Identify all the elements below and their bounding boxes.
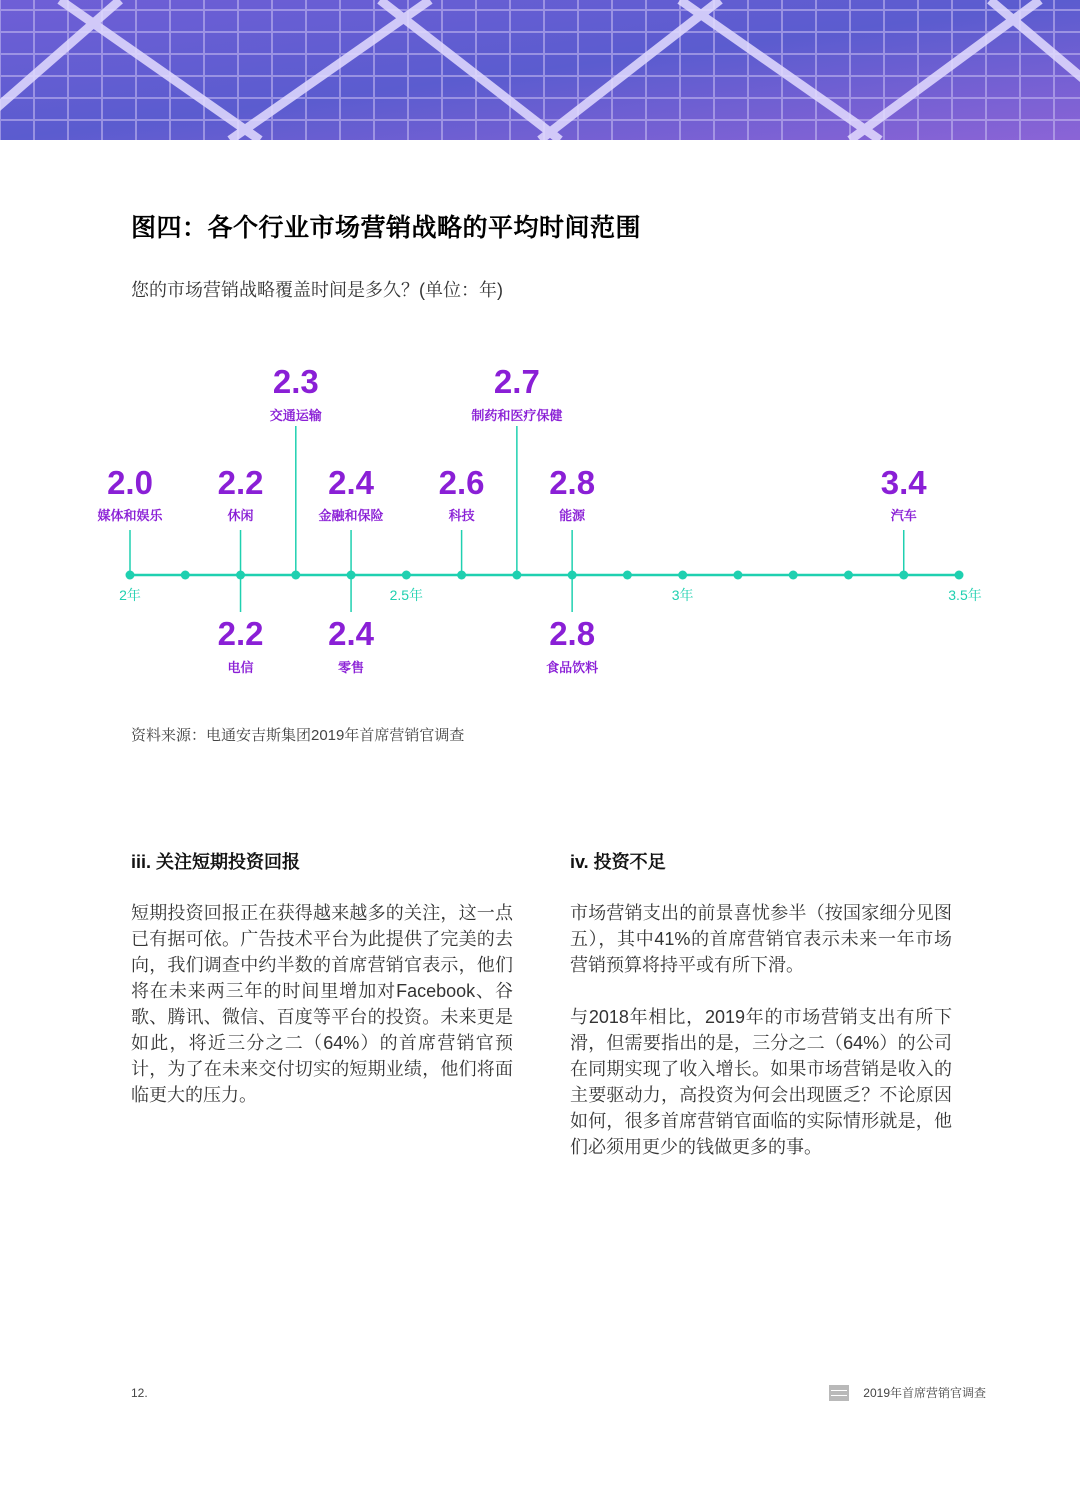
paragraph: 市场营销支出的前景喜忧参半（按国家细分见图五），其中41%的首席营销官表示未来一年市场营销预算将持平或有所下滑。: [570, 903, 952, 975]
industry-label: 电信: [227, 661, 254, 676]
header-photo: [0, 0, 1080, 140]
data-value-label: 2.8: [549, 615, 596, 652]
industry-label: 能源: [559, 509, 586, 524]
axis-dot: [623, 571, 632, 580]
data-value-label: 2.2: [217, 615, 264, 652]
data-value-label: 2.3: [272, 363, 319, 400]
industry-label: 科技: [448, 509, 475, 524]
industry-label: 交通运输: [269, 409, 322, 424]
data-value-label: 2.4: [328, 615, 375, 652]
section-underinvestment: [570, 848, 952, 1186]
data-value-label: 2.4: [328, 464, 375, 501]
paragraph: 短期投资回报正在获得越来越多的关注，这一点已有据可依。广告技术平台为此提供了完美的去向，我们调查中约半数的首席营销官表示，他们将在未来两三年的时间里增加对Facebook、谷歌、腾讯、微信、百度等平台的投资。未来更是如此，将近三分之二（64%）的首席营销官预计，为了在未来交付切实的短期业绩，他们将面临更大的压力。: [131, 903, 513, 1105]
timeline-chart: [0, 330, 1080, 700]
brand-logo-icon: [829, 1385, 849, 1401]
figure-source: 资料来源：电通安吉斯集团2019年首席营销官调查: [131, 727, 465, 744]
axis-dot: [181, 571, 190, 580]
data-value-label: 2.7: [493, 363, 540, 400]
axis-dot: [789, 571, 798, 580]
industry-label: 金融和保险: [318, 509, 384, 524]
industry-label: 食品饮料: [546, 661, 599, 676]
paragraph: 与2018年相比，2019年的市场营销支出有所下滑，但需要指出的是，三分之二（64%）的公司在同期实现了收入增长。如果市场营销是收入的主要驱动力，高投资为何会出现匮乏？不论原因如何，很多首席营销官面临的实际情形就是，他们必须用更少的钱做更多的事。: [570, 1007, 952, 1157]
figure-title: 图四：各个行业市场营销战略的平均时间范围: [131, 214, 642, 242]
data-value-label: 3.4: [880, 464, 927, 501]
data-value-label: 2.0: [107, 464, 153, 501]
axis-tick-label: 3年: [671, 587, 694, 603]
axis-dot: [678, 571, 687, 580]
axis-dot: [844, 571, 853, 580]
industry-label: 汽车: [890, 509, 917, 524]
industry-label: 制药和医疗保健: [471, 409, 563, 424]
figure-subtitle: 您的市场营销战略覆盖时间是多久？(单位：年): [131, 280, 503, 300]
footer-brand: [829, 1384, 986, 1401]
section-short-term-roi: [131, 848, 513, 1134]
axis-dot: [733, 571, 742, 580]
data-value-label: 2.6: [438, 464, 485, 501]
industry-label: 媒体和娱乐: [97, 509, 163, 524]
industry-label: 休闲: [227, 509, 254, 524]
axis-tick-label: 2.5年: [389, 587, 424, 603]
axis-tick-label: 2年: [119, 587, 141, 603]
axis-dot: [955, 571, 964, 580]
data-value-label: 2.8: [549, 464, 596, 501]
building-facade-image: [0, 0, 1080, 140]
industry-label: 零售: [338, 661, 365, 676]
page-number: 12.: [131, 1386, 148, 1400]
section-heading: iii. 关注短期投资回报: [131, 852, 301, 872]
report-title: 2019年首席营销官调查: [863, 1386, 986, 1400]
axis-dot: [402, 571, 411, 580]
section-heading: iv. 投资不足: [570, 852, 666, 872]
axis-tick-label: 3.5年: [948, 587, 982, 603]
data-value-label: 2.2: [217, 464, 264, 501]
